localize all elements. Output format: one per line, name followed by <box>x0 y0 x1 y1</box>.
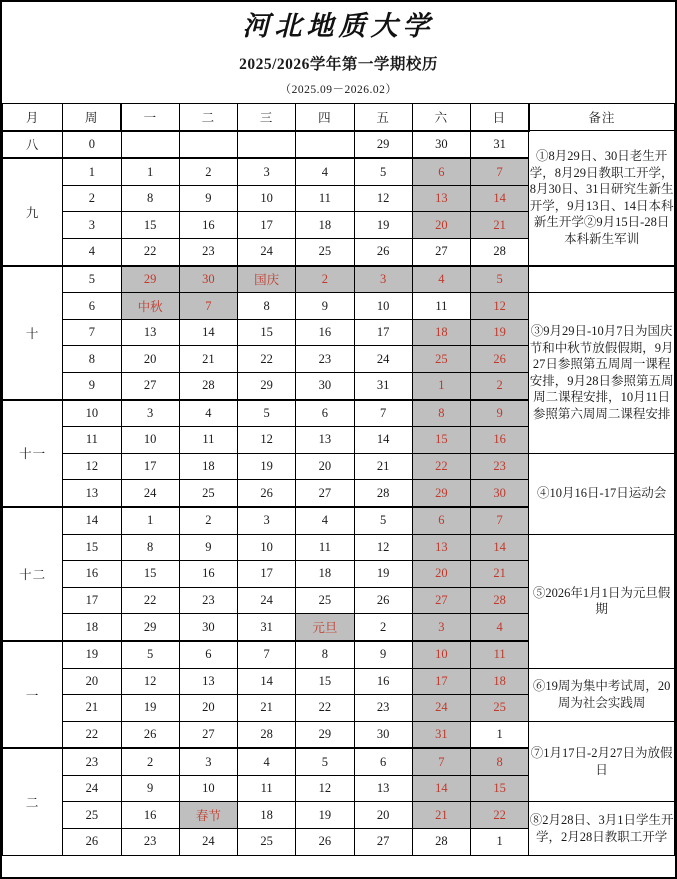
day-cell: 17 <box>238 212 296 239</box>
day-cell: 20 <box>296 453 354 480</box>
day-cell: 24 <box>179 829 237 856</box>
day-cell: 23 <box>471 453 529 480</box>
day-cell: 25 <box>471 695 529 722</box>
day-cell: 21 <box>471 561 529 588</box>
day-cell: 7 <box>238 641 296 668</box>
day-cell: 18 <box>296 212 354 239</box>
day-cell: 8 <box>121 185 179 212</box>
day-cell: 31 <box>412 721 470 748</box>
day-cell: 20 <box>179 695 237 722</box>
day-cell: 8 <box>121 534 179 561</box>
week-number: 21 <box>63 695 121 722</box>
day-cell: 29 <box>238 372 296 399</box>
day-cell: 12 <box>471 293 529 320</box>
month-label: 九 <box>3 158 63 265</box>
column-header-day-2: 一 <box>121 104 179 131</box>
week-number: 9 <box>63 372 121 399</box>
day-cell: 21 <box>179 346 237 373</box>
day-cell: 9 <box>179 185 237 212</box>
day-cell: 5 <box>121 641 179 668</box>
day-cell <box>296 131 354 159</box>
table-row <box>3 453 675 480</box>
table-row <box>3 266 675 293</box>
day-cell: 14 <box>471 534 529 561</box>
week-number: 20 <box>63 668 121 695</box>
day-cell: 12 <box>354 185 412 212</box>
day-cell: 15 <box>471 775 529 802</box>
day-cell: 13 <box>179 668 237 695</box>
week-number: 15 <box>63 534 121 561</box>
week-number: 26 <box>63 829 121 856</box>
day-cell: 国庆 <box>238 266 296 293</box>
column-header-day-6: 五 <box>354 104 412 131</box>
day-cell: 18 <box>179 453 237 480</box>
day-cell: 10 <box>354 293 412 320</box>
day-cell: 18 <box>412 319 470 346</box>
day-cell: 11 <box>238 775 296 802</box>
day-cell: 7 <box>179 293 237 320</box>
remarks-cell <box>529 131 675 266</box>
day-cell: 22 <box>121 587 179 614</box>
page-header <box>2 2 675 97</box>
day-cell: 23 <box>179 239 237 266</box>
day-cell: 13 <box>296 427 354 454</box>
day-cell: 16 <box>296 319 354 346</box>
table-row <box>3 721 675 748</box>
day-cell: 20 <box>412 212 470 239</box>
remarks-cell <box>529 802 675 855</box>
day-cell: 13 <box>412 185 470 212</box>
calendar-body <box>3 131 675 856</box>
day-cell: 27 <box>412 239 470 266</box>
day-cell: 29 <box>121 266 179 293</box>
day-cell: 24 <box>121 480 179 507</box>
day-cell: 28 <box>179 372 237 399</box>
day-cell: 17 <box>354 319 412 346</box>
week-number: 11 <box>63 427 121 454</box>
day-cell: 3 <box>238 507 296 534</box>
day-cell: 24 <box>238 587 296 614</box>
day-cell: 9 <box>179 534 237 561</box>
day-cell: 15 <box>121 212 179 239</box>
week-number: 24 <box>63 775 121 802</box>
day-cell: 11 <box>296 185 354 212</box>
week-number: 7 <box>63 319 121 346</box>
day-cell: 7 <box>412 748 470 775</box>
day-cell: 10 <box>121 427 179 454</box>
week-number: 25 <box>63 802 121 829</box>
note-text: ④10月16日-17日运动会 <box>537 486 667 501</box>
day-cell: 21 <box>238 695 296 722</box>
week-number: 5 <box>63 266 121 293</box>
month-label: 十二 <box>3 507 63 641</box>
remarks-cell <box>529 721 675 802</box>
day-cell: 26 <box>121 721 179 748</box>
day-cell: 22 <box>296 695 354 722</box>
day-cell: 28 <box>354 480 412 507</box>
remarks-cell <box>529 293 675 454</box>
week-number: 16 <box>63 561 121 588</box>
day-cell: 15 <box>412 427 470 454</box>
day-cell <box>121 131 179 159</box>
table-row <box>3 131 675 159</box>
day-cell: 8 <box>296 641 354 668</box>
day-cell: 7 <box>471 507 529 534</box>
remarks-cell <box>529 453 675 534</box>
day-cell: 21 <box>471 212 529 239</box>
day-cell: 8 <box>238 293 296 320</box>
month-label: 二 <box>3 748 63 855</box>
day-cell: 19 <box>121 695 179 722</box>
day-cell: 14 <box>354 427 412 454</box>
day-cell: 13 <box>412 534 470 561</box>
day-cell: 24 <box>354 346 412 373</box>
day-cell: 16 <box>121 802 179 829</box>
day-cell: 2 <box>179 507 237 534</box>
day-cell: 29 <box>296 721 354 748</box>
day-cell: 4 <box>296 158 354 185</box>
day-cell: 6 <box>412 507 470 534</box>
day-cell: 31 <box>238 614 296 641</box>
week-number: 6 <box>63 293 121 320</box>
day-cell: 6 <box>296 400 354 427</box>
column-header-week: 周 <box>63 104 121 131</box>
day-cell: 23 <box>179 587 237 614</box>
day-cell: 2 <box>296 266 354 293</box>
day-cell: 15 <box>238 319 296 346</box>
day-cell: 2 <box>179 158 237 185</box>
day-cell: 17 <box>121 453 179 480</box>
week-number: 23 <box>63 748 121 775</box>
column-header-day-3: 二 <box>179 104 237 131</box>
day-cell: 27 <box>412 587 470 614</box>
day-cell: 12 <box>121 668 179 695</box>
day-cell: 29 <box>412 480 470 507</box>
day-cell: 12 <box>296 775 354 802</box>
day-cell: 4 <box>238 748 296 775</box>
day-cell: 12 <box>354 534 412 561</box>
note-text: ⑧2月28日、3月1日学生开学，2月28日教职工开学 <box>529 813 674 844</box>
day-cell: 28 <box>412 829 470 856</box>
day-cell: 31 <box>354 372 412 399</box>
day-cell: 1 <box>121 158 179 185</box>
day-cell: 19 <box>471 319 529 346</box>
day-cell: 26 <box>471 346 529 373</box>
day-cell: 3 <box>412 614 470 641</box>
day-cell: 29 <box>121 614 179 641</box>
week-number: 1 <box>63 158 121 185</box>
day-cell: 5 <box>354 507 412 534</box>
day-cell: 30 <box>354 721 412 748</box>
calendar-date-range: （2025.09－2026.02） <box>279 84 398 97</box>
day-cell: 28 <box>471 587 529 614</box>
day-cell: 20 <box>121 346 179 373</box>
note-text: ①8月29日、30日老生开学，8月29日教职工开学，8月30日、31日研究生新生开学，9月13日、14日本科新生开学②9月15日-28日本科新生军训 <box>529 149 674 246</box>
month-label: 八 <box>3 131 63 159</box>
remarks-cell <box>529 534 675 668</box>
day-cell: 30 <box>179 266 237 293</box>
day-cell: 16 <box>179 561 237 588</box>
column-header-day-8: 日 <box>471 104 529 131</box>
day-cell: 27 <box>354 829 412 856</box>
week-number: 12 <box>63 453 121 480</box>
day-cell: 12 <box>238 427 296 454</box>
day-cell: 9 <box>354 641 412 668</box>
academic-calendar-table <box>2 103 675 856</box>
day-cell <box>238 131 296 159</box>
day-cell: 16 <box>354 668 412 695</box>
month-label: 十 <box>3 266 63 400</box>
day-cell: 25 <box>296 587 354 614</box>
day-cell: 6 <box>179 641 237 668</box>
day-cell: 16 <box>471 427 529 454</box>
week-number: 19 <box>63 641 121 668</box>
day-cell: 5 <box>471 266 529 293</box>
day-cell: 30 <box>179 614 237 641</box>
table-row <box>3 802 675 829</box>
day-cell: 5 <box>296 748 354 775</box>
week-number: 18 <box>63 614 121 641</box>
week-number: 10 <box>63 400 121 427</box>
day-cell: 4 <box>296 507 354 534</box>
day-cell: 20 <box>354 802 412 829</box>
day-cell: 11 <box>471 641 529 668</box>
day-cell: 10 <box>238 534 296 561</box>
day-cell: 19 <box>354 561 412 588</box>
day-cell: 6 <box>354 748 412 775</box>
day-cell: 28 <box>471 239 529 266</box>
day-cell: 中秋 <box>121 293 179 320</box>
week-number: 13 <box>63 480 121 507</box>
day-cell: 8 <box>471 748 529 775</box>
day-cell: 3 <box>121 400 179 427</box>
day-cell: 6 <box>412 158 470 185</box>
table-row <box>3 668 675 695</box>
column-header-day-7: 六 <box>412 104 470 131</box>
day-cell: 26 <box>354 587 412 614</box>
table-row <box>3 534 675 561</box>
day-cell: 4 <box>471 614 529 641</box>
day-cell: 13 <box>354 775 412 802</box>
table-row <box>3 293 675 320</box>
day-cell: 18 <box>238 802 296 829</box>
day-cell: 22 <box>471 802 529 829</box>
day-cell: 20 <box>412 561 470 588</box>
day-cell: 24 <box>412 695 470 722</box>
day-cell: 10 <box>412 641 470 668</box>
day-cell: 9 <box>471 400 529 427</box>
day-cell: 1 <box>412 372 470 399</box>
week-number: 22 <box>63 721 121 748</box>
day-cell: 14 <box>238 668 296 695</box>
day-cell: 15 <box>121 561 179 588</box>
day-cell: 26 <box>354 239 412 266</box>
day-cell: 5 <box>354 158 412 185</box>
day-cell: 15 <box>296 668 354 695</box>
day-cell: 18 <box>296 561 354 588</box>
day-cell: 5 <box>238 400 296 427</box>
day-cell: 1 <box>471 829 529 856</box>
note-text: ⑥19周为集中考试周，20周为社会实践周 <box>532 679 671 710</box>
day-cell: 26 <box>296 829 354 856</box>
day-cell: 19 <box>354 212 412 239</box>
day-cell: 23 <box>296 346 354 373</box>
month-label: 十一 <box>3 400 63 507</box>
day-cell: 7 <box>471 158 529 185</box>
day-cell: 14 <box>412 775 470 802</box>
day-cell: 23 <box>354 695 412 722</box>
day-cell: 4 <box>179 400 237 427</box>
day-cell: 31 <box>471 131 529 159</box>
remarks-cell <box>529 266 675 293</box>
day-cell: 18 <box>471 668 529 695</box>
day-cell: 3 <box>238 158 296 185</box>
day-cell: 11 <box>412 293 470 320</box>
day-cell: 27 <box>179 721 237 748</box>
table-header-row <box>3 104 675 131</box>
day-cell: 21 <box>412 802 470 829</box>
day-cell: 27 <box>121 372 179 399</box>
day-cell: 1 <box>121 507 179 534</box>
day-cell: 30 <box>471 480 529 507</box>
day-cell: 30 <box>296 372 354 399</box>
day-cell: 28 <box>238 721 296 748</box>
university-title: 河北地质大学 <box>242 11 435 42</box>
week-number: 3 <box>63 212 121 239</box>
day-cell: 30 <box>412 131 470 159</box>
day-cell: 19 <box>238 453 296 480</box>
day-cell: 2 <box>471 372 529 399</box>
day-cell: 春节 <box>179 802 237 829</box>
column-header-note: 备注 <box>529 104 675 131</box>
day-cell: 23 <box>121 829 179 856</box>
day-cell: 元旦 <box>296 614 354 641</box>
day-cell: 2 <box>121 748 179 775</box>
day-cell: 4 <box>412 266 470 293</box>
day-cell: 10 <box>238 185 296 212</box>
day-cell: 17 <box>412 668 470 695</box>
day-cell: 25 <box>296 239 354 266</box>
day-cell <box>179 131 237 159</box>
note-text: ③9月29日-10月7日为国庆节和中秋节放假假期，9月27日参照第五周周一课程安排，9月28日参照第五周周二课程安排，10月11日参照第六周周二课程安排 <box>529 324 674 421</box>
day-cell: 1 <box>471 721 529 748</box>
day-cell: 14 <box>471 185 529 212</box>
week-number: 14 <box>63 507 121 534</box>
note-text: ⑤2026年1月1日为元旦假期 <box>532 585 671 617</box>
day-cell: 21 <box>354 453 412 480</box>
month-label: 一 <box>3 641 63 748</box>
day-cell: 13 <box>121 319 179 346</box>
day-cell: 11 <box>296 534 354 561</box>
day-cell: 7 <box>354 400 412 427</box>
day-cell: 25 <box>179 480 237 507</box>
day-cell: 9 <box>296 293 354 320</box>
day-cell: 22 <box>121 239 179 266</box>
remarks-cell <box>529 668 675 721</box>
day-cell: 8 <box>412 400 470 427</box>
day-cell: 17 <box>238 561 296 588</box>
week-number: 0 <box>63 131 121 159</box>
column-header-day-4: 三 <box>238 104 296 131</box>
day-cell: 29 <box>354 131 412 159</box>
day-cell: 9 <box>121 775 179 802</box>
day-cell: 26 <box>238 480 296 507</box>
column-header-day-5: 四 <box>296 104 354 131</box>
day-cell: 25 <box>238 829 296 856</box>
day-cell: 3 <box>354 266 412 293</box>
day-cell: 25 <box>412 346 470 373</box>
day-cell: 24 <box>238 239 296 266</box>
day-cell: 27 <box>296 480 354 507</box>
day-cell: 22 <box>412 453 470 480</box>
day-cell: 16 <box>179 212 237 239</box>
day-cell: 10 <box>179 775 237 802</box>
day-cell: 3 <box>179 748 237 775</box>
day-cell: 22 <box>238 346 296 373</box>
week-number: 4 <box>63 239 121 266</box>
day-cell: 11 <box>179 427 237 454</box>
week-number: 2 <box>63 185 121 212</box>
column-header-month: 月 <box>3 104 63 131</box>
note-text: ⑦1月17日-2月27日为放假日 <box>530 746 673 777</box>
day-cell: 2 <box>354 614 412 641</box>
calendar-subtitle: 2025/2026学年第一学期校历 <box>239 56 438 74</box>
week-number: 17 <box>63 587 121 614</box>
day-cell: 19 <box>296 802 354 829</box>
week-number: 8 <box>63 346 121 373</box>
day-cell: 14 <box>179 319 237 346</box>
